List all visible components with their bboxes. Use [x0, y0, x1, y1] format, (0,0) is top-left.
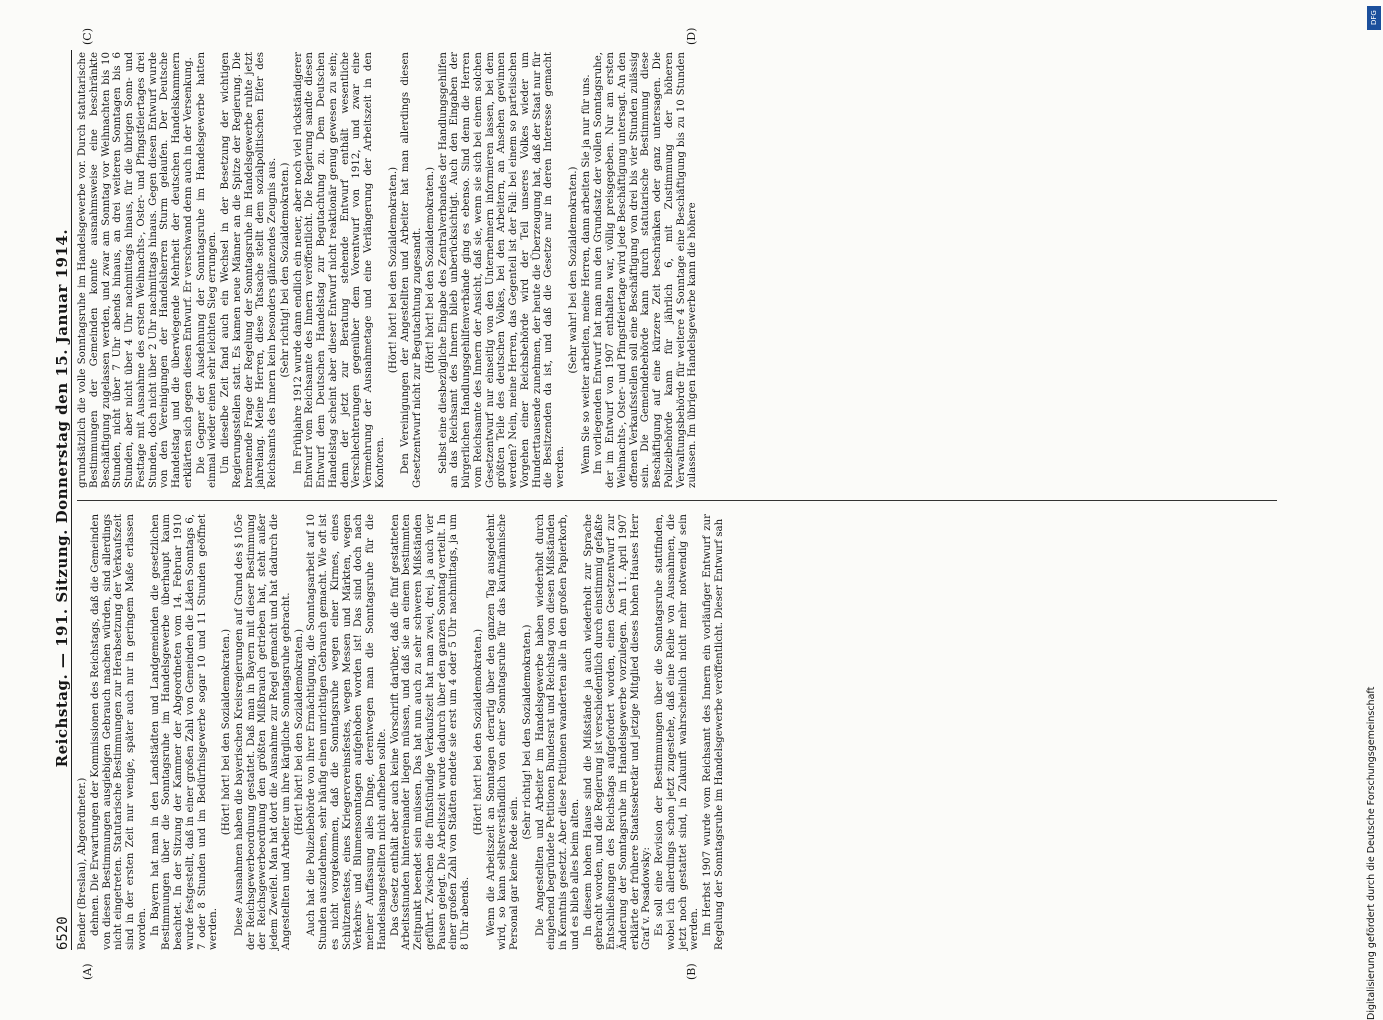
paragraph: Die Angestellten und Arbeiter im Handelsgewerbe haben wiederholt durch eingehend begründete Petitionen Bundesrat und Reichstag von diesen Mißständen in Kenntnis gesetzt. Aber diese Petitionen wanderten alle in den großen Papierkorb, und es blieb alles beim alten.: [534, 514, 581, 950]
interjection: (Hört! hört! bei den Sozialdemokraten.): [293, 628, 305, 836]
interjection: (Hört! hört! bei den Sozialdemokraten.): [387, 166, 399, 374]
interjection: (Hört! hört! bei den Sozialdemokraten.): [221, 628, 232, 836]
interjection: (Hört! hört! bei den Sozialdemokraten.): [472, 628, 484, 836]
paragraph: dehnen. Die Erwartungen der Kommissionen des Reichstags, daß die Gemeinden von diesen Bestimmungen ausgiebigen Gebrauch machen würden, sind allerdings nicht eingetreten. Statutarische Bestimmungen zur Herabsetzung der Verkaufszeit sind in der ersten Zeit nur wenige, später auch nur in geringem Maße erlassen worden.: [89, 514, 148, 950]
speaker-line: Bender (Breslau), Abgeordneter.): [77, 777, 88, 950]
digitization-note: Digitalisierung gefördert durch die Deutsche Forschungsgemeinschaft: [1366, 686, 1377, 1020]
quotation: Es soll eine Revision der Bestimmungen über die Sonntagsruhe stattfinden, wobei ich allerdings schon jetzt zugestehe, daß eine Reihe von Ausnahmen, die jetzt noch gestattet sind, in Zukunft wahrscheinlich nicht mehr notwendig sein werden.: [654, 514, 701, 950]
page-title: Reichstag. — 191. Sitzung. Donnerstag den 15. Januar 1914.: [53, 228, 71, 768]
paragraph: Auch hat die Polizeibehörde von ihrer Ermächtigung, die Sonntagsarbeit auf 10 Stunden auszudehnen, sehr häufig einen unrichtigen Gebrauch gemacht. Wie oft ist es nicht vorgekommen, daß die Sonntagsruhe wegen einer Kirmes, eines Schützenfestes, eines Kriegervereinsfestes, wegen Messen und Märkten, wegen Verkehrs- und Blumensonntagen aufgehoben worden ist! Das sind doch nach meiner Auffassung alles Dinge, derentwegen man die Sonntagsruhe für die Handelsangestellten nicht aufheben sollte.: [306, 514, 388, 950]
left-column: [77, 514, 727, 950]
paragraph: Um dieselbe Zeit fand auch ein Wechsel in der Besetzung der wichtigen Regierungsstellen statt. Es kamen neue Männer an die Spitze der Regierung. Die brennende Frage der Regelung der Sonntagsruhe im Handelsgewerbe ruhte jetzt jahrelang. Meine Herren, diese Tatsache stellt dem sozialpolitischen Eifer des Reichsamts des Innern kein besonders glänzendes Zeugnis aus.: [220, 52, 278, 488]
interjection: (Hört! hört! bei den Sozialdemokraten.): [424, 166, 436, 374]
paragraph: grundsätzlich die volle Sonntagsruhe im Handelsgewerbe vor. Durch statutarische Bestimmungen der Gemeinden konnte ausnahmsweise eine beschränkte Beschäftigung zugelassen werden, und zwar am Sonntag vor Weihnachten bis 10 Stunden, nicht über 7 Uhr abends hinaus, an drei weiteren Sonntagen bis 6 Stunden, aber nicht über 4 Uhr nachmittags hinaus, für die übrigen Sonn- und Festtage mit Ausnahme des ersten Weihnachts-, Oster- und Pfingstfeiertages drei Stunden, doch nicht über 2 Uhr nachmittags hinaus. Gegen diesen Entwurf wurde von den Vereinigungen der Handelsherren Sturm gelaufen. Der Deutsche Handelstag und die überwiegende Mehrheit der deutschen Handelskammern erklärten sich gegen diesen Entwurf. Er verschwand denn auch in der Versenkung.: [77, 52, 194, 488]
paragraph: Im vorliegenden Entwurf hat man nun den Grundsatz der vollen Sonntagsruhe, der im Entwurf von 1907 enthalten war, völlig preisgegeben. Nur am ersten Weihnachts-, Oster- und Pfingstfeiertage wird jede Beschäftigung untersagt. An den offenen Verkaufsstellen soll eine Beschäftigung von drei bis vier Stunden zulässig sein. Die Gemeindebehörde kann durch statutarische Bestimmung diese Beschäftigung auf eine kürzere Zeit beschränken oder ganz untersagen. Die Polizeibehörde kann für jährlich 6, mit Zustimmung der höheren Verwaltungsbehörde für weitere 4 Sonntage eine Beschäftigung bis zu 10 Stunden zulassen. Im übrigen Handelsgewerbe kann die höhere: [593, 52, 699, 488]
margin-marker-b: (B): [685, 963, 698, 980]
rotated-page: [45, 27, 1285, 980]
dfg-logo: DFG: [1367, 6, 1381, 30]
paragraph: Wenn Sie so weiter arbeiten, meine Herren, dann arbeiten Sie ja nur für uns.: [580, 74, 592, 474]
paragraph: Im Frühjahre 1912 wurde dann endlich ein neuer, aber noch viel rückständigerer Entwurf vom Reichsamte des Innern veröffentlicht. Die Regierung sandte diesen Entwurf dem Deutschen Handelstag zur Begutachtung zu. Dem Deutschen Handelstag scheint aber dieser Entwurf nicht reaktionär genug gewesen zu sein; denn der jetzt zur Beratung stehende Entwurf enthält wesentliche Verschlechterungen gegenüber dem Vorentwurf von 1912, und zwar eine Vermehrung der Ausnahmetage und eine Verlängerung der Arbeitszeit in den Kontoren.: [292, 52, 386, 488]
paragraph: Im Herbst 1907 wurde vom Reichsamt des Innern ein vorläufiger Entwurf zur Regelung der Sonntagsruhe im Handelsgewerbe veröffentlicht. Dieser Entwurf sah: [702, 514, 725, 950]
paragraph: Diese Ausnahmen haben die bayerischen Kreisregierungen auf Grund des § 105e der Reichsgewerbeordnung gestattet. Daß man in Bayern mit dieser Bestimmung der Reichsgewerbeordnung den größten Mißbrauch getrieben hat, steht außer jedem Zweifel. Man hat dort die Ausnahme zur Regel gemacht und hat dadurch die Angestellten und Arbeiter um ihre kärgliche Sonntagsruhe gebracht.: [233, 514, 292, 950]
interjection: (Sehr wahr! bei den Sozialdemokraten.): [567, 166, 579, 374]
paragraph: In Bayern hat man in den Landstädten und Landgemeinden die gesetzlichen Bestimmungen über die Sonntagsruhe im Handelsgewerbe überhaupt kaum beachtet. In der Sitzung der Kammer der Abgeordneten vom 14. Februar 1910 wurde festgestellt, daß in einer großen Zahl von Gemeinden die Läden Sonntags 6, 7 oder 8 Stunden und im Bedürfnisgewerbe sogar 10 und 11 Stunden geöffnet werden.: [149, 514, 220, 950]
paragraph: Das Gesetz enthält aber auch keine Vorschrift darüber, daß die fünf gestatteten Arbeitsstunden hintereinander liegen müssen, und daß sie an einem bestimmten Zeitpunkt beendet sein müssen. Das hat nun auch zu sehr schweren Mißständen geführt. Zwischen die fünfstündige Verkaufszeit hat man zwei, drei, ja auch vier Pausen gelegt. Die Arbeitszeit wurde dadurch über den ganzen Sonntag verteilt. In einer großen Zahl von Städten endete sie erst um 4 oder 5 Uhr nachmittags, ja um 8 Uhr abends.: [389, 514, 471, 950]
paragraph: Selbst eine diesbezügliche Eingabe des Zentralverbandes der Handlungsgehilfen an das Reichsamt des Innern blieb unberücksichtigt. Auch den Eingaben der bürgerlichen Handlungsgehilfenverbände ging es ebenso. Sind denn die Herren vom Reichsamte des Innern der Ansicht, daß sie, wenn sie sich bei einem solchen Gesetzentwurf nur einseitig von den Unternehmern informieren lassen, bei dem größten Teile des deutschen Volkes, bei den Arbeitern, an Ansehen gewinnen werden? Nein, meine Herren, das Gegenteil ist der Fall: bei einem so parteiischen Vorgehen einer Reichsbehörde wird der Teil unseres Volkes wieder um Hunderttausende zunehmen, der heute die Überzeugung hat, daß der Staat nur für die Besitzenden da ist, und daß die Gesetze nur in deren Interesse gemacht werden.: [437, 52, 566, 488]
paragraph: Wenn die Arbeitszeit an Sonntagen derartig über den ganzen Tag ausgedehnt wird, so kann selbstverständlich von einer Sonntagsruhe für das kaufmännische Personal gar keine Rede sein.: [485, 514, 520, 950]
paragraph: Die Gegner der Ausdehnung der Sonntagsruhe im Handelsgewerbe hatten einmal wieder einen sehr leichten Sieg errungen.: [195, 52, 219, 488]
interjection: (Sehr richtig! bei den Sozialdemokraten.): [279, 162, 291, 378]
margin-marker-c: (C): [81, 28, 94, 45]
margin-marker-d: (D): [685, 27, 698, 45]
paragraph: In diesem hohen Hause sind die Mißstände ja auch wiederholt zur Sprache gebracht worden, und die Regierung ist verschiedentlich durch einstimmig gefaßte Entschließungen des Reichstags aufgefordert worden, einen Gesetzentwurf zur Änderung der Sonntagsruhe im Handelsgewerbe vorzulegen. Am 11. April 1907 erklärte der frühere Staatssekretär und jetzige Mitglied dieses hohen Hauses Herr Graf v. Posadowsky:: [582, 514, 653, 950]
margin-marker-a: (A): [81, 963, 94, 980]
interjection: (Sehr richtig! bei den Sozialdemokraten.): [521, 624, 533, 840]
column-divider: [77, 500, 1277, 501]
page-header: [45, 50, 72, 950]
page-number: 6520: [55, 916, 71, 950]
paragraph: Den Vereinigungen der Angestellten und Arbeiter hat man allerdings diesen Gesetzentwurf nicht zur Begutachtung zugesandt.: [400, 52, 423, 488]
right-column: [77, 52, 700, 488]
